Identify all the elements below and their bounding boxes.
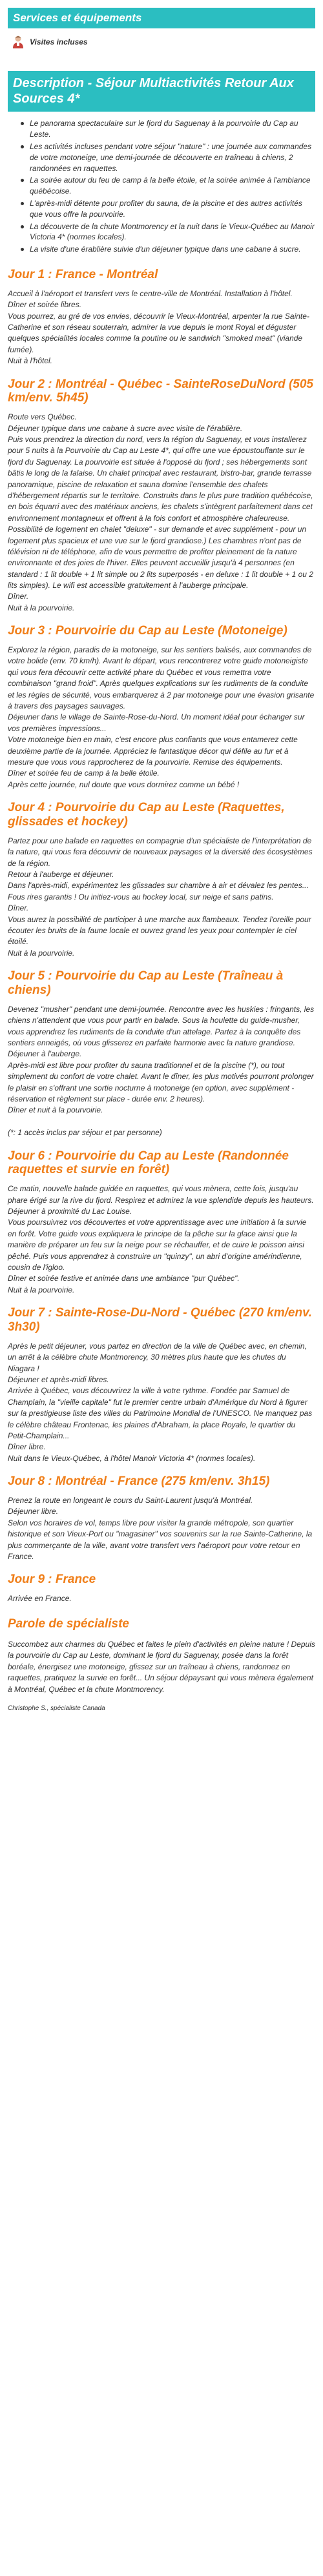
day-title: Jour 6 : Pourvoirie du Cap au Leste (Randonnée raquettes et survie en forêt) bbox=[8, 1149, 289, 1177]
feature-item: Les activités incluses pendant votre séjour "nature" : une journée aux commandes de votre motoneige, une demi-journée de découverte en traîneau à chiens, 2 randonnées en raquettes. bbox=[21, 141, 315, 174]
specialist-title: Parole de spécialiste bbox=[8, 1616, 129, 1631]
day-title: Jour 3 : Pourvoirie du Cap au Leste (Motoneige) bbox=[8, 624, 287, 638]
visites-label: Visites incluses bbox=[30, 37, 88, 46]
feature-item: La soirée autour du feu de camp à la belle étoile, et la soirée animée à l'ambiance québécoise. bbox=[21, 175, 315, 197]
day-section bbox=[8, 377, 315, 614]
day-text: Explorez la région, paradis de la motoneige, sur les sentiers balisés, aux commandes de votre bolide (env. 70 km/h). Avant le départ, vous rencontrerez votre guide motoneigiste qui vous fera découvrir cette activité phare du Québec et vous remettra votre combinaison "grand froid". Après quelques explications sur les rudiments de la conduite et les règles de sécurité, vous embarquerez à 2 par motoneige pour une évasion grisante à travers des paysages sauvages. Déjeuner dans le village de Sainte-Rose-du-Nord. Un moment idéal pour échanger sur vos premières impressions... Votre motoneige bien en main, c'est encore plus confiants que vous entamerez cette deuxième partie de la journée. Appréciez le fantastique décor qui défile au fur et à mesure que vous vous rapprocherez de la pourvoirie. Remise des équipements. Dîner et soirée feu de camp à la belle étoile. Après cette journée, nul doute que vous dormirez comme un bébé ! bbox=[8, 645, 315, 789]
itinerary bbox=[8, 268, 315, 1605]
day-title: Jour 1 : France - Montréal bbox=[8, 267, 158, 281]
day-section bbox=[8, 801, 315, 959]
day-title: Jour 5 : Pourvoirie du Cap au Leste (Traîneau à chiens) bbox=[8, 969, 284, 997]
feature-item: L'après-midi détente pour profiter du sauna, de la piscine et des autres activités que vous offre la pourvoirie. bbox=[21, 198, 315, 220]
description-banner: Description - Séjour Multiactivités Retour Aux Sources 4* bbox=[8, 71, 315, 112]
day-title: Jour 7 : Sainte-Rose-Du-Nord - Québec (270 km/env. 3h30) bbox=[8, 1306, 312, 1334]
services-banner: Services et équipements bbox=[8, 8, 315, 28]
specialist-signature: Christophe S., spécialiste Canada bbox=[8, 1705, 105, 1713]
day-section bbox=[8, 1306, 315, 1464]
day-section bbox=[8, 268, 315, 367]
day-title: Jour 2 : Montréal - Québec - SainteRoseDuNord (505 km/env. 5h45) bbox=[8, 377, 313, 405]
day-section bbox=[8, 1573, 315, 1604]
day-text: Après le petit déjeuner, vous partez en direction de la ville de Québec avec, en chemin, un arrêt à la célèbre chute Montmorency, 30 mètres plus haute que les chutes du Niagara ! Déjeuner et après-midi libres. Arrivée à Québec, vous découvrirez la ville à votre rythme. Fondée par Samuel de Champlain, la "vieille capitale" fut le premier centre urbain d'Amérique du Nord à figurer sur la prestigieuse liste des villes du Patrimoine Mondial de l'UNESCO. Ne manquez pas le célèbre château Frontenac, les plaines d'Abraham, la place Royale, le quartier du Petit-Champlain... Dîner libre. Nuit dans le Vieux-Québec, à l'hôtel Manoir Victoria 4* (normes locales). bbox=[8, 1341, 313, 1463]
specialist-section bbox=[8, 1615, 315, 1714]
day-title: Jour 8 : Montréal - France (275 km/env. 3h15) bbox=[8, 1474, 270, 1489]
specialist-text: Succombez aux charmes du Québec et faites le plein d'activités en pleine nature ! Depuis la pourvoirie du Cap au Leste, dominant le fjord du Saguenay, posée dans la forêt boréale, énergisez une motoneige, glissez sur un traîneau à chiens, randonnez en raquettes, pratiquez la survie en forêt... Un séjour dépaysant qui vous mènera également à Montréal, Québec et la chute Montmorency. bbox=[8, 1640, 315, 1694]
day-text: Accueil à l'aéroport et transfert vers le centre-ville de Montréal. Installation à l'hôtel. Dîner et soirée libres. Vous pourrez, au gré de vos envies, découvrir le Vieux-Montréal, arpenter la rue Sainte-Catherine et son réseau souterrain, admirer la vue depuis le mont Royal et déguster quelques spécialités locales comme la poutine ou le sandwich "smoked meat" (viande fumée). Nuit à l'hôtel. bbox=[8, 288, 309, 366]
feature-item: Le panorama spectaculaire sur le fjord du Saguenay à la pourvoirie du Cap au Leste. bbox=[21, 118, 315, 140]
feature-item: La visite d'une érablière suivie d'un déjeuner typique dans une cabane à sucre. bbox=[21, 244, 315, 255]
day-text: Route vers Québec. Déjeuner typique dans une cabane à sucre avec visite de l'érablière. Puis vous prendrez la direction du nord, vers la région du Saguenay, et vous installerez pour 5 nuits à la Pourvoirie du Cap au Leste 4*, qui offre une vue époustouflante sur le fjord du Saguenay. La pourvoirie est située à l'opposé du fjord ; ses hébergements sont bâtis le long de la falaise. Un chalet principal avec restaurant, bistro-bar, grande terrasse panoramique, piscine de relaxation et sauna domine l'ensemble des chalets d'hébergement répartis sur le territoire. Construits dans le plus pure tradition québécoise, en bois équarri avec des matériaux anciens, les chalets s'intègrent parfaitement dans cet environnement montagneux et offrent à la fois confort et atmosphère chaleureuse. Possibilité de logement en chalet "deluxe" - sur demande et avec supplément - pour un logement plus spacieux et une vue sur le fjord grandiose.) Les chambres n'ont pas de télévision ni de téléphone, afin de vous permettre de profiter pleinement de la nature environnante et des joies de l'hiver. Elles peuvent accueillir jusqu'à 4 personnes (en standard : 1 lit double + 1 lit simple ou 2 lits superposés - en deluxe : 1 lit double + 1 ou 2 lits simples). Le wifi est accessible gratuitement à l'auberge principale. Dîner. Nuit à la pourvoirie. bbox=[8, 412, 313, 612]
day-title: Jour 9 : France bbox=[8, 1573, 96, 1587]
feature-item: La découverte de la chute Montmorency et la nuit dans le Vieux-Québec au Manoir Victoria 4* (normes locales). bbox=[21, 221, 315, 243]
day-text: Prenez la route en longeant le cours du Saint-Laurent jusqu'à Montréal. Déjeuner libre. Selon vos horaires de vol, temps libre pour visiter la grande métropole, son quartier historique et son Vieux-Port ou "magasiner" vos souvenirs sur la rue Sainte-Catherine, la plus commerçante de la ville, avant votre transfert vers l'aéroport pour votre retour en France. bbox=[8, 1495, 313, 1561]
day-text: Ce matin, nouvelle balade guidée en raquettes, qui vous mènera, cette fois, jusqu'au phare érigé sur la rive du fjord. Respirez et admirez la vue splendide depuis les hauteurs. Déjeuner à proximité du Lac Louise. Vous poursuivrez vos découvertes et votre apprentissage avec une initiation à la survie en forêt. Votre guide vous expliquera le principe de la pêche sur la glace ainsi que la manière de préparer un feu sur la neige pour se réchauffer, et de cuire le poisson ainsi pêché. Puis vous apprendrez à construire un "quinzy", un abri d'origine amérindienne, cousin de l'igloo. Dîner et soirée festive et animée dans une ambiance "pur Québec". Nuit à la pourvoirie. bbox=[8, 1184, 314, 1294]
day-text: Arrivée en France. bbox=[8, 1594, 72, 1604]
day-section bbox=[8, 624, 315, 790]
day-text: Devenez "musher" pendant une demi-journée. Rencontre avec les huskies : fringants, les chiens n'attendent que vous pour partir en balade. Sous la houlette du guide-musher, vous apprendrez les rudiments de la conduite d'un attelage. Partez à la conquête des sentiers enneigés, où vous glisserez en parfaite harmonie avec la nature grandiose. Déjeuner à l'auberge. Après-midi est libre pour profiter du sauna traditionnel et de la piscine (*), ou tout simplement du confort de votre chalet. Avant le dîner, les plus motivés pourront prolonger le plaisir en s'offrant une sortie nocturne à motoneige (en option, avec supplément - réservation et règlement sur place - durée env. 2 heures). Dîner et nuit à la pourvoirie. (*: 1 accès inclus par séjour et par personne) bbox=[8, 1004, 315, 1138]
day-text: Partez pour une balade en raquettes en compagnie d'un spécialiste de l'interprétation de la nature, qui vous fera découvrir de nouveaux paysages et la diversité des écosystèmes de la région. Retour à l'auberge et déjeuner. Dans l'après-midi, expérimentez les glissades sur chambre à air et dévalez les pentes... Fous rires garantis ! Ou initiez-vous au hockey local, sur neige et sans patins. Dîner. Vous aurez la possibilité de participer à une marche aux flambeaux. Tendez l'oreille pour écouter les bruits de la faune locale et ouvrez grand les yeux pour contempler le ciel étoilé. Nuit à la pourvoirie. bbox=[8, 836, 313, 958]
features-list bbox=[8, 118, 315, 255]
visit-person-icon bbox=[12, 35, 25, 49]
day-title: Jour 4 : Pourvoirie du Cap au Leste (Raquettes, glissades et hockey) bbox=[8, 801, 285, 829]
day-section bbox=[8, 969, 315, 1138]
day-section bbox=[8, 1474, 315, 1562]
services-section bbox=[8, 28, 315, 55]
day-section bbox=[8, 1149, 315, 1296]
